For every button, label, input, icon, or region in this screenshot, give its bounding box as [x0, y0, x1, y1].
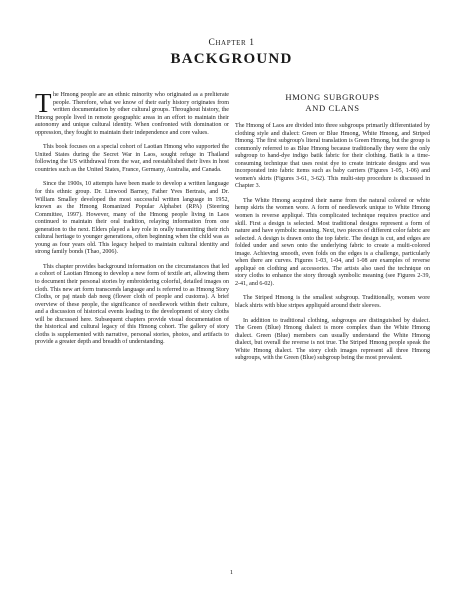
- body-paragraph: Since the 1900s, 10 attempts have been made to develop a written language for this ethnic group. Dr. Linwood Barney, Father Yves Bertrais, and Dr. William Smalley developed the most successful written language in 1952, known as the Hmong Romanized Popular Alphabet (RPA) (Steering Committee, 1997). However, many of the Hmong people living in Laos continued to maintain their oral tradition, relaying information from one generation to the next. Elders played a key role in orally transmitting their rich cultural heritage to younger generations, often beginning when the child was as young as four years old. This legacy helped to maintain cultural identity and strong family bonds (Thao, 2006).: [35, 181, 229, 256]
- chapter-header: [0, 38, 463, 68]
- body-paragraph: The White Hmong acquired their name from the natural colored or white hemp skirts the women wore. A form of needlework unique to White Hmong women is reverse appliqué. This complicated technique requires practice and skill. First a design is selected. Most traditional designs represent a form of nature and have symbolic meaning. Next, two pieces of different color fabric are selected. A design is drawn onto the top fabric. The design is cut, and edges are folded under and sewn onto the underlying fabric to create a multi-colored image. Achieving smooth, even folds on the edges is a challenge, particularly when there are curves. Figures 1-03, 1-04, and 1-08 are examples of reverse appliqué on clothing and accessories. The artists also used the technique on story cloths to enhance the story through symbolic meaning (see Figures 2-39, 2-41, and 6-02).: [235, 197, 430, 287]
- intro-paragraph: [35, 88, 229, 137]
- section-heading: [235, 92, 430, 113]
- chapter-label: Chapter 1: [208, 38, 255, 48]
- body-paragraph: This book focuses on a special cohort of Laotian Hmong who supported the United States during the Secret War in Laos, sought refuge in Thailand following the US withdrawal from the war, and reestablished their lives in host countries such as the United States, France, Germany, Australia, and Canada.: [35, 144, 229, 173]
- left-column: [35, 88, 229, 354]
- chapter-title: BACKGROUND: [170, 51, 293, 67]
- body-paragraph: This chapter provides background information on the circumstances that led a cohort of Laotian Hmong to develop a new form of textile art, allowing them to document their personal stories by embroidering colorful, detailed images on cloth. This new art form transcends language and is referred to as Hmong Story Cloths, or paj ntaub dab neeg (flower cloth of people and customs). A brief overview of these people, the significance of needlework within their culture, and a discussion of historical events leading to the development of story cloths will be discussed here. Subsequent chapters provide visual documentation of the historical and cultural legacy of this Hmong cohort. The gallery of story cloths is supplemented with narrative, personal stories, photos, and artifacts to provide a greater depth and breadth of understanding.: [35, 263, 229, 346]
- body-paragraph: The Hmong of Laos are divided into three subgroups primarily differentiated by clothing style and dialect: Green or Blue Hmong, White Hmong, and Striped Hmong. The first subgroup's literal translation is Green Hmong, but the group is commonly referred to as Blue Hmong because traditionally they were the only subgroup to hand-dye indigo batik fabric for their clothing. Batik is a time-consuming technique that uses resist dye to create intricate designs and was incorporated into fabric items such as baby carriers (Figures 1-05, 1-06) and women's skirts (Figures 3-61, 3-62). This multi-step procedure is discussed in Chapter 3.: [235, 123, 430, 190]
- page-number: 1: [229, 569, 234, 576]
- section-heading-line1: HMONG SUBGROUPS: [285, 92, 380, 102]
- body-paragraph: In addition to traditional clothing, subgroups are distinguished by dialect. The Green (Blue) Hmong dialect is more complex than the White Hmong dialect. Green (Blue) members can usually understand the White Hmong dialect, but overall the reverse is not true. The Striped Hmong people speak the White Hmong dialect. The story cloth images represent all three Hmong subgroups, with the Green (Blue) subgroup being the most prevalent.: [235, 317, 430, 362]
- section-heading-line2: AND CLANS: [305, 102, 360, 113]
- right-column: [235, 92, 430, 370]
- drop-cap: T: [35, 88, 52, 118]
- body-paragraph: The Striped Hmong is the smallest subgroup. Traditionally, women wore black shirts with blue stripes appliquéd around their sleeves.: [235, 295, 430, 310]
- intro-paragraph-text: he Hmong people are an ethnic minority who originated as a preliterate people. Therefore, what we know of their early history originates from written documentation by other cultural groups. Throughout history, the Hmong people lived in remote geographic areas in an effort to maintain their autonomy and unique cultural identity. When confronted with domination or oppression, they fought to maintain their independence and core values.: [35, 92, 229, 136]
